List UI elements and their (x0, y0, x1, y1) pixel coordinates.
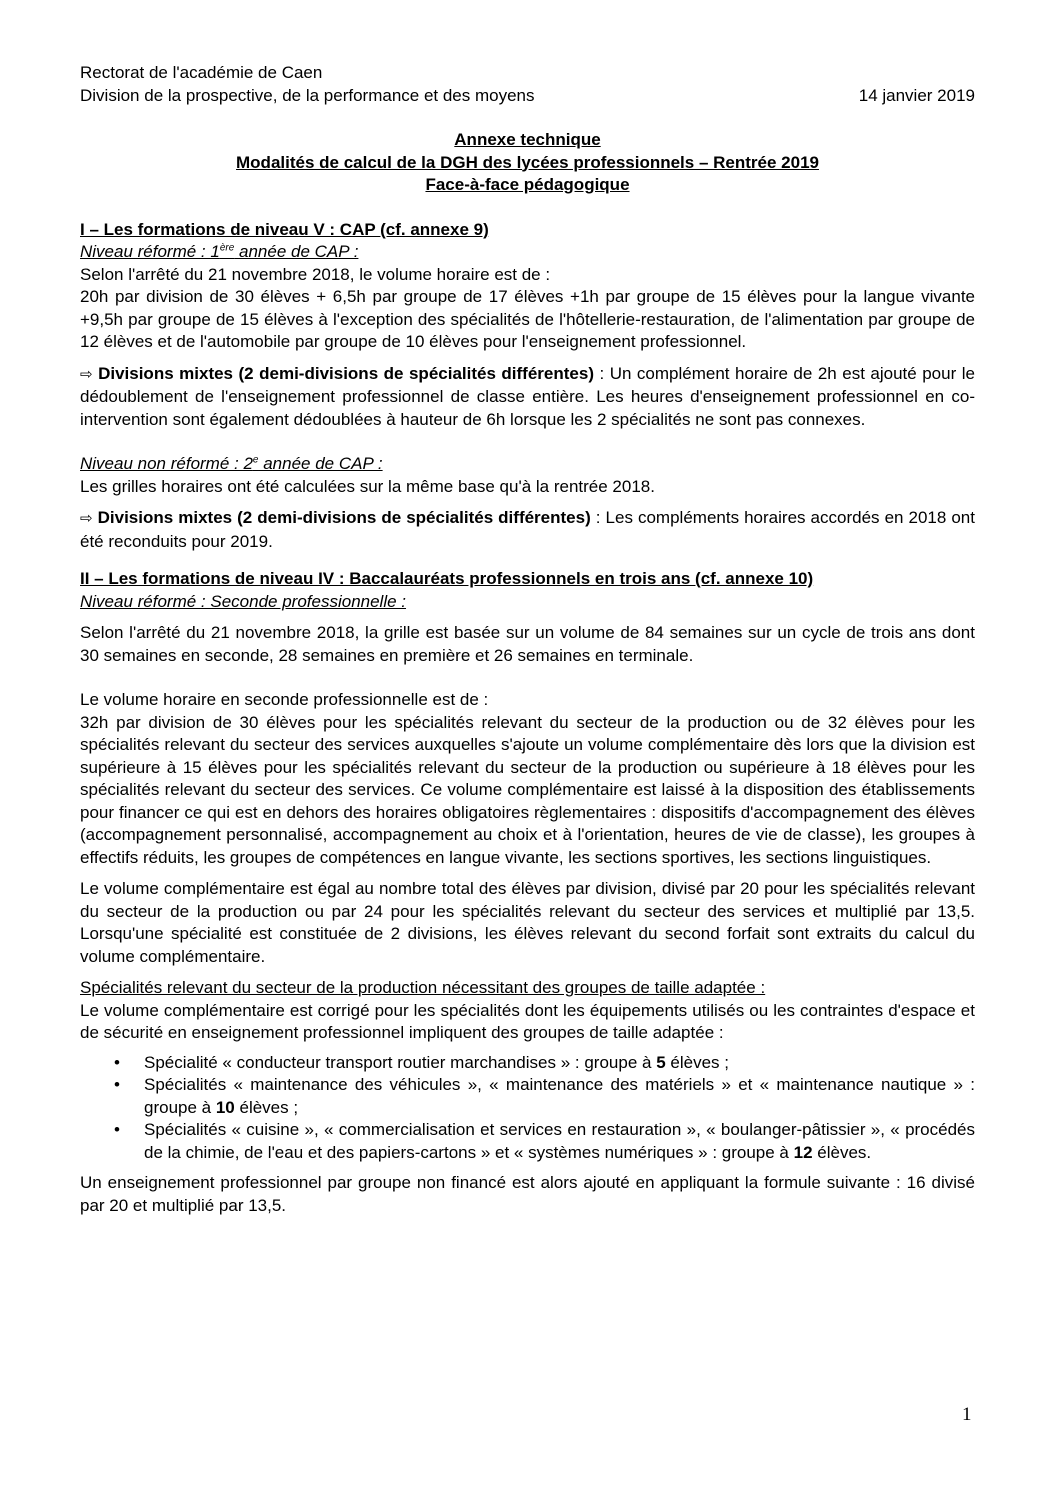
section-1-heading: I – Les formations de niveau V : CAP (cf. annexe 9) (80, 219, 489, 239)
label-text: Niveau réformé : 1 (80, 242, 220, 261)
list-item (144, 1052, 975, 1075)
mixed-divisions-text: : Les compléments horaires accordés en 2018 ont été reconduits pour 2019. (80, 508, 975, 551)
org-division: Division de la prospective, de la performance et des moyens (80, 85, 535, 105)
list-item (144, 1119, 975, 1164)
section-2-para2-body: 32h par division de 30 élèves pour les spécialités relevant du secteur de la production ou de 32 élèves pour les spécialités relevant du secteur des services auxquelles s'ajoute un volume complémentaire dès lors que la division est supérieure à 15 élèves pour les spécialités relevant du secteur de la production ou supérieure à 18 élèves pour les spécialités relevant du secteur des services. Ce volume complémentaire est laissé à la disposition des établissements pour financer ce qui est en dehors des horaires obligatoires règlementaires : dispositifs d'accompagnement des élèves (accompagnement personnalisé, accompagnement au choix et à l'orientation, heures de vie de classe), les groupes à effectifs réduits, les groupes de compétences en langue vivante, les sections sportives, les sections linguistiques. (80, 712, 975, 867)
mixed-divisions-text: : Un complément horaire de 2h est ajouté pour le dédoublement de l'enseignement professionnel de classe entière. Les heures d'enseignement professionnel en co-intervention sont également dédoublées à hauteur de 6h lorsque les 2 spécialités ne sont pas connexes. (80, 363, 975, 429)
header-row (80, 85, 975, 108)
section-1-sub2-body: Les grilles horaires ont été calculées sur la même base qu'à la rentrée 2018. (80, 476, 655, 496)
page-number: 1 (962, 1404, 972, 1425)
group-size: 12 (793, 1142, 813, 1162)
document-date: 14 janvier 2019 (858, 85, 975, 105)
section-2-para3: Le volume complémentaire est égal au nombre total des élèves par division, divisé par 20 pour les spécialités relevant du secteur de la production ou par 24 pour les spécialités relevant du secteur des services et multiplié par 13,5. Lorsqu'une spécialité est constituée de 2 divisions, les élèves relevant du second forfait sont extraits du calcul du volume complémentaire. (80, 879, 975, 966)
section-2-para1: Selon l'arrêté du 21 novembre 2018, la grille est basée sur un volume de 84 semaines sur un cycle de trois ans dont 30 semaines en seconde, 28 semaines en première et 26 semaines en terminale. (80, 623, 975, 665)
section-1-sub1-intro: Selon l'arrêté du 21 novembre 2018, le volume horaire est de : (80, 264, 551, 284)
document-page (80, 62, 975, 1217)
section-2-sub2-label: Spécialités relevant du secteur de la production nécessitant des groupes de taille adaptée : (80, 978, 766, 997)
section-1-sub1-label (80, 241, 975, 264)
section-2-para5: Un enseignement professionnel par groupe non financé est alors ajouté en appliquant la formule suivante : 16 divisé par 20 et multiplié par 13,5. (80, 1173, 975, 1215)
list-item-text: Spécialités « cuisine », « commercialisation et services en restauration », « boulanger-pâtissier », « procédés de la chimie, de l'eau et des papiers-cartons » et « systèmes numériques » : groupe à (144, 1120, 975, 1162)
arrow-right-icon: ⇨ (80, 365, 93, 383)
title-subtitle: Face-à-face pédagogique (425, 175, 630, 194)
section-2-sub1-label: Niveau réformé : Seconde professionnelle : (80, 591, 407, 611)
label-superscript: e (252, 454, 259, 466)
section-1-sub2-label (80, 453, 975, 476)
title-annexe: Annexe technique (454, 130, 601, 149)
list-item-text: Spécialités « maintenance des véhicules », « maintenance des matériels » et « maintenance nautique » : groupe à (144, 1075, 975, 1117)
list-item-text: Spécialité « conducteur transport routier marchandises » : groupe à (144, 1052, 657, 1072)
group-size: 10 (215, 1097, 235, 1117)
group-size: 5 (656, 1052, 666, 1072)
list-item (144, 1074, 975, 1119)
list-item-tail: élèves ; (234, 1097, 299, 1117)
label-text: Niveau non réformé : 2 (80, 454, 253, 473)
org-name: Rectorat de l'académie de Caen (80, 63, 323, 82)
label-text: année de CAP : (258, 454, 383, 473)
group-size-list (80, 1052, 975, 1165)
section-1-sub1-mixed (80, 363, 975, 432)
arrow-right-icon: ⇨ (80, 510, 93, 527)
section-2-para2-intro: Le volume horaire en seconde professionnelle est de : (80, 690, 489, 709)
mixed-divisions-label: Divisions mixtes (2 demi-divisions de spécialités différentes) (98, 363, 594, 383)
section-2-heading: II – Les formations de niveau IV : Baccalauréats professionnels en trois ans (cf. annexe 10) (80, 569, 814, 588)
list-item-tail: élèves. (812, 1142, 872, 1162)
mixed-divisions-label: Divisions mixtes (2 demi-divisions de spécialités différentes) (97, 508, 591, 527)
section-1-sub1-body: 20h par division de 30 élèves + 6,5h par groupe de 17 élèves +1h par groupe de 15 élèves pour la langue vivante +9,5h par groupe de 15 élèves à l'exception des spécialités de l'hôtellerie-restauration, de l'alimentation par groupe de 12 élèves et de l'automobile par groupe de 10 élèves pour l'enseignement professionnel. (80, 287, 975, 351)
label-text: année de CAP : (234, 242, 359, 261)
section-2-para4: Le volume complémentaire est corrigé pour les spécialités dont les équipements utilisés ou les contraintes d'espace et de sécurité en enseignement professionnel impliquent des groupes de taille adaptée : (80, 1000, 975, 1042)
title-main: Modalités de calcul de la DGH des lycées professionnels – Rentrée 2019 (236, 152, 819, 172)
list-item-tail: élèves ; (665, 1052, 729, 1072)
label-superscript: ère (219, 242, 235, 254)
section-1-sub2-mixed (80, 507, 975, 553)
